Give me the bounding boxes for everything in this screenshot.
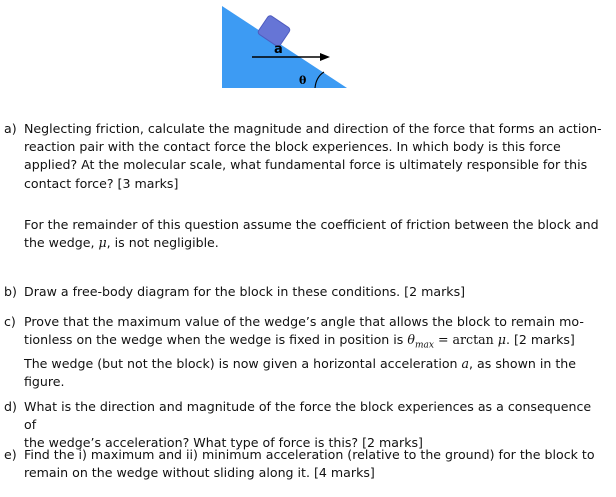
wedge xyxy=(222,6,347,88)
mu-symbol-c: μ xyxy=(493,332,506,348)
friction-note-text: the wedge, xyxy=(24,235,99,251)
question-d xyxy=(4,398,604,453)
question-c-line3 xyxy=(24,355,604,373)
question-e-label: e) xyxy=(4,447,17,462)
question-e-line2: remain on the wedge without sliding along it. [4 marks] xyxy=(24,465,375,481)
question-c-marks: . [2 marks] xyxy=(505,332,575,348)
theta-subscript: max xyxy=(414,340,434,351)
question-a-label: a) xyxy=(4,121,17,136)
question-b-label: b) xyxy=(4,284,17,299)
question-a xyxy=(4,120,604,193)
friction-note xyxy=(24,216,604,252)
friction-note-text-end: , is not negligible. xyxy=(106,235,219,251)
angle-label: θ xyxy=(299,74,307,87)
question-a-line4: contact force? [3 marks] xyxy=(24,175,179,191)
question-a-line2: reaction pair with the contact force the block experiences. In which body is this force xyxy=(24,139,561,155)
accel-symbol: a xyxy=(461,355,470,371)
question-b-text: Draw a free-body diagram for the block in these conditions. [2 marks] xyxy=(24,284,466,299)
question-c-line2 xyxy=(24,331,604,355)
friction-note-line2 xyxy=(24,234,604,252)
question-a-line1: Neglecting friction, calculate the magnitude and direction of the force that forms an action- xyxy=(24,121,602,136)
question-c-line3-text: The wedge (but not the block) is now given a horizontal acceleration xyxy=(24,355,462,371)
question-e-line1: Find the i) maximum and ii) minimum acceleration (relative to the ground) for the block to xyxy=(24,447,595,462)
question-c-label: c) xyxy=(4,314,16,329)
question-b xyxy=(4,283,604,301)
theta-symbol: θ xyxy=(407,332,415,348)
arrow-head xyxy=(320,53,330,61)
question-d-label: d) xyxy=(4,399,17,414)
wedge-figure xyxy=(0,0,616,100)
question-a-line3: applied? At the molecular scale, what fundamental force is ultimately responsible for this xyxy=(24,157,588,173)
question-d-line2: the wedge’s acceleration? What type of force is this? [2 marks] xyxy=(24,435,423,451)
equals-sign: = xyxy=(433,332,453,348)
question-c-line3-end: , as shown in the xyxy=(469,355,577,371)
question-c-line4: figure. xyxy=(24,374,65,390)
accel-label: a xyxy=(274,42,283,57)
friction-note-line1: For the remainder of this question assume the coefficient of friction between the block and xyxy=(24,217,599,232)
mu-symbol: μ xyxy=(98,235,107,251)
question-e xyxy=(4,446,604,482)
question-d-line1: What is the direction and magnitude of the force the block experiences as a consequence of xyxy=(24,399,592,433)
arctan-function: arctan xyxy=(452,332,494,348)
question-c xyxy=(4,313,604,391)
question-c-line2-text: tionless on the wedge when the wedge is fixed in position is xyxy=(24,332,408,348)
question-c-line1: Prove that the maximum value of the wedge’s angle that allows the block to remain mo- xyxy=(24,314,584,329)
